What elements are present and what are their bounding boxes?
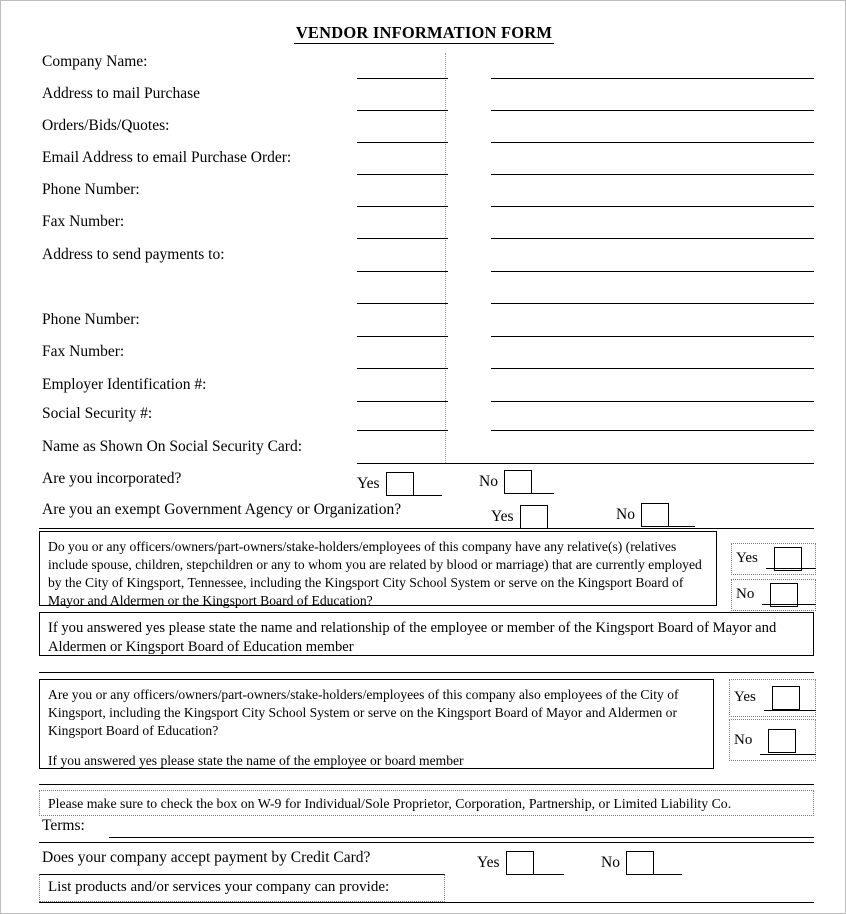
field-line-left[interactable]: [357, 271, 448, 272]
field-label: Fax Number:: [42, 343, 125, 360]
field-line-right[interactable]: [491, 142, 814, 143]
exempt-no[interactable]: [616, 503, 695, 527]
field-row-ein: [39, 376, 814, 404]
field-line-right[interactable]: [491, 401, 814, 402]
field-row-address-mail-purchase: [39, 85, 814, 113]
products-services[interactable]: [39, 874, 445, 902]
field-label: Address to send payments to:: [42, 246, 225, 263]
field-row-fax-number-2: [39, 343, 814, 371]
answer-underline: [762, 604, 816, 605]
terms-label: Terms:: [42, 817, 85, 834]
question-incorporated: [39, 467, 814, 497]
section-divider: [39, 842, 814, 843]
employees-no[interactable]: [729, 719, 816, 761]
incorporated-yes[interactable]: [357, 472, 442, 496]
field-line-left[interactable]: [357, 303, 448, 304]
checkbox[interactable]: [504, 470, 532, 494]
field-line-right[interactable]: [491, 271, 814, 272]
checkbox[interactable]: [768, 729, 796, 753]
field-line-left[interactable]: [357, 78, 448, 79]
field-line-right[interactable]: [491, 110, 814, 111]
yes-label: Yes: [477, 854, 500, 871]
field-label: Social Security #:: [42, 405, 153, 422]
field-label: Orders/Bids/Quotes:: [42, 117, 170, 134]
answer-underline: [764, 710, 816, 711]
followup-text: If you answered yes please state the name of the employee or board member: [48, 752, 464, 768]
section-divider: [39, 672, 814, 673]
field-row-name-on-ssn-card: [39, 438, 814, 466]
no-label: No: [734, 732, 753, 748]
checkbox[interactable]: [626, 851, 654, 875]
yes-label: Yes: [357, 475, 380, 492]
field-line-left[interactable]: [357, 206, 448, 207]
field-line-right[interactable]: [491, 174, 814, 175]
field-line-right[interactable]: [491, 206, 814, 207]
question-text: Do you or any officers/owners/part-owners/stake-holders/employees of this company have any relative(s) (relatives include spouse, children, stepchildren or any to whom you are related by blood or marriage) that are currently employed by the City of Kingsport, Tennessee, including the Kingsport City School System or serve on the Kingsport Board of Mayor and Aldermen or the Kingsport Board of Education?: [48, 539, 702, 608]
credit-card-no[interactable]: [601, 851, 682, 875]
field-line-right[interactable]: [491, 430, 814, 431]
relatives-yes[interactable]: [731, 543, 816, 575]
question-credit-card: [39, 846, 814, 876]
relatives-followup[interactable]: [39, 612, 814, 656]
field-line-left[interactable]: [357, 401, 448, 402]
bottom-divider: [39, 902, 814, 903]
terms-line[interactable]: [109, 837, 814, 838]
field-line-right[interactable]: [491, 303, 814, 304]
field-label: Employer Identification #:: [42, 376, 207, 393]
field-line-left[interactable]: [357, 142, 448, 143]
field-line-left[interactable]: [357, 238, 448, 239]
field-line-left[interactable]: [357, 430, 448, 431]
field-label: Name as Shown On Social Security Card:: [42, 438, 303, 455]
field-label: Company Name:: [42, 53, 148, 70]
field-label: Phone Number:: [42, 311, 140, 328]
no-label: No: [479, 473, 498, 490]
employees-followup[interactable]: [48, 752, 705, 770]
field-row-ssn: [39, 405, 814, 433]
credit-card-yes[interactable]: [477, 851, 564, 875]
answer-underline: [669, 526, 695, 527]
section-divider: [39, 784, 814, 785]
field-row-email-address: [39, 149, 814, 177]
question-text: Does your company accept payment by Credit Card?: [42, 849, 371, 866]
yes-label: Yes: [736, 550, 758, 566]
checkbox[interactable]: [506, 851, 534, 875]
field-label: Address to mail Purchase: [42, 85, 200, 102]
field-label: Email Address to email Purchase Order:: [42, 149, 292, 166]
products-label: List products and/or services your company can provide:: [48, 879, 390, 895]
checkbox[interactable]: [386, 472, 414, 496]
field-row-phone-number-1: [39, 181, 814, 209]
w9-note: [39, 790, 814, 816]
checkbox[interactable]: [772, 686, 800, 710]
field-line-full[interactable]: [357, 463, 814, 464]
question-exempt-agency: [39, 499, 814, 531]
no-label: No: [736, 586, 755, 602]
field-row-company-name: [39, 53, 814, 81]
answer-underline: [654, 874, 682, 875]
field-line-left[interactable]: [357, 336, 448, 337]
yes-label: Yes: [491, 508, 514, 525]
employees-yes[interactable]: [729, 679, 816, 717]
page-title: VENDOR INFORMATION FORM: [295, 23, 553, 42]
field-line-left[interactable]: [357, 174, 448, 175]
answer-underline: [534, 874, 564, 875]
yes-label: Yes: [734, 689, 756, 705]
field-line-right[interactable]: [491, 238, 814, 239]
field-line-right[interactable]: [491, 368, 814, 369]
answer-underline: [766, 568, 816, 569]
answer-underline: [414, 495, 442, 496]
field-row-address-payments: [39, 246, 814, 274]
question-text: Are you an exempt Government Agency or Organization?: [42, 501, 402, 518]
field-line-right[interactable]: [491, 78, 814, 79]
field-row-address-payments-cont: [39, 278, 814, 306]
question-text: Are you or any officers/owners/part-owners/stake-holders/employees of this company also employees of the City of Kingsport, including the Kingsport City School System or serve on the Kingsport Board of Mayor and Aldermen or Kingsport Board of Education?: [48, 687, 679, 738]
exempt-yes[interactable]: [491, 505, 576, 529]
answer-underline: [760, 754, 816, 755]
followup-text: If you answered yes please state the name and relationship of the employee or member of the Kingsport Board of Mayor and Aldermen or Kingsport Board of Education member: [48, 620, 777, 656]
w9-note-text: Please make sure to check the box on W-9 for Individual/Sole Proprietor, Corporation, Partnership, or Limited Liability Co.: [48, 796, 732, 811]
field-label: Fax Number:: [42, 213, 125, 230]
no-label: No: [616, 506, 635, 523]
field-line-left[interactable]: [357, 368, 448, 369]
field-row-phone-number-2: [39, 311, 814, 339]
no-label: No: [601, 854, 620, 871]
field-line-right[interactable]: [491, 336, 814, 337]
question-relatives: [39, 531, 717, 606]
checkbox[interactable]: [520, 505, 548, 529]
field-label: Phone Number:: [42, 181, 140, 198]
incorporated-no[interactable]: [479, 470, 554, 494]
section-divider: [39, 528, 814, 529]
field-line-left[interactable]: [357, 110, 448, 111]
question-employees: [39, 679, 714, 769]
checkbox[interactable]: [641, 503, 669, 527]
field-row-orders-bids-quotes: [39, 117, 814, 145]
answer-underline: [532, 493, 554, 494]
question-text: Are you incorporated?: [42, 470, 182, 487]
relatives-no[interactable]: [731, 579, 816, 611]
field-row-fax-number-1: [39, 213, 814, 241]
